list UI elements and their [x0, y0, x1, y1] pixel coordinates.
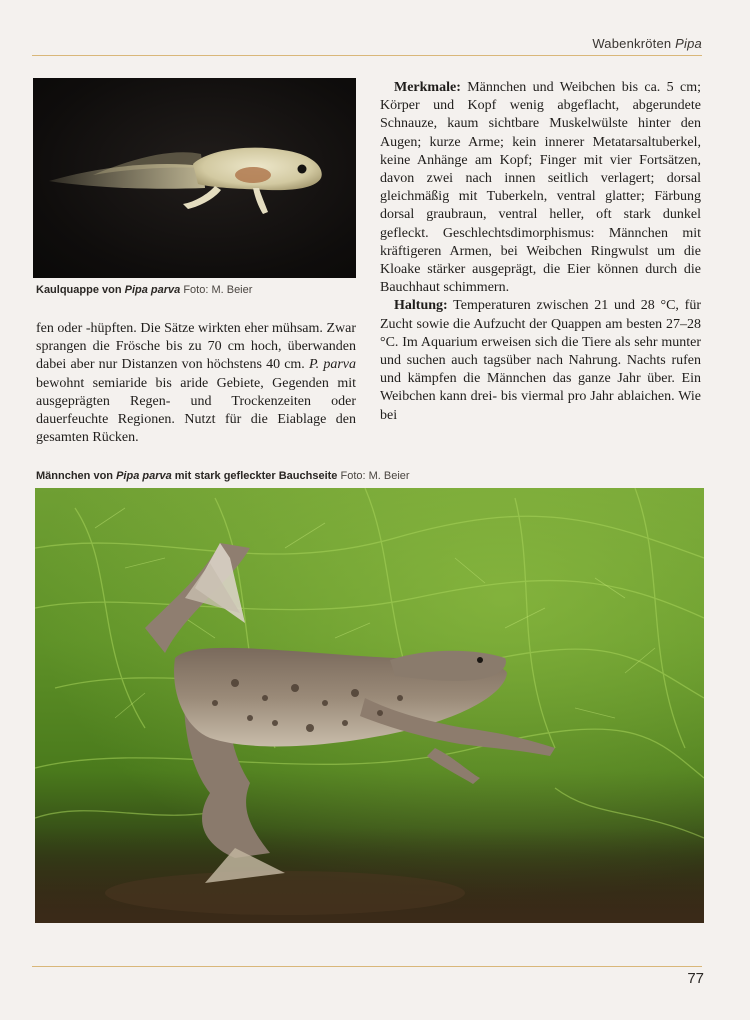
left-species: P. parva — [308, 357, 356, 373]
haltung-label: Haltung: — [394, 298, 448, 314]
tadpole-caption-credit: Foto: M. Beier — [183, 284, 253, 296]
running-head-section: Wabenkröten — [592, 36, 672, 51]
left-paragraph — [36, 320, 356, 447]
merkmale-paragraph — [380, 79, 701, 297]
frog-caption-lead: Männchen von — [36, 470, 114, 482]
frog-photo — [35, 488, 704, 923]
frog-illustration — [35, 488, 704, 923]
bottom-rule — [32, 966, 702, 967]
haltung-text: Temperaturen zwischen 21 und 28 °C, für Zucht sowie die Aufzucht der Quappen am besten 27–28 °C. Im Aquarium erweisen sich die Tiere als sehr munter und suchen auch tagsüber nach Nahrung. Nachts rufen und kämpfen die Männchen das ganze Jahr über. Ein Weibchen kann drei- bis viermal pro Jahr ablaichen. Wie bei — [380, 298, 701, 423]
right-column — [380, 79, 701, 425]
frog-caption — [36, 470, 410, 482]
running-head — [592, 36, 702, 51]
tadpole-illustration — [33, 78, 356, 278]
left-column — [36, 320, 356, 447]
tadpole-caption — [36, 284, 252, 296]
frog-caption-credit: Foto: M. Beier — [340, 470, 410, 482]
tadpole-photo — [33, 78, 356, 278]
tadpole-caption-lead: Kaulquappe von — [36, 284, 122, 296]
frog-caption-tail: mit stark gefleckter Bauchseite — [174, 470, 338, 482]
page-number: 77 — [687, 970, 704, 987]
haltung-paragraph — [380, 297, 701, 424]
left-text-a: fen oder -hüpften. Die Sätze wirkten eher mühsam. Zwar sprangen die Frösche bis zu 70 cm hoch, überwanden dabei aber nur Distanzen von höchstens 40 cm. — [36, 321, 356, 373]
top-rule — [32, 55, 702, 56]
merkmale-text: Männchen und Weibchen bis ca. 5 cm; Körper und Kopf wenig abgeflacht, abgerundete Schnauze, kaum sichtbare Muskelwülste hinter den Augen; kurze Arme; kein innerer Metatarsaltuberkel, keine Anhänge am Kopf; Finger mit vier Fortsätzen, davon zwei nach innen seitlich verlagert; dorsal gleichmäßig mit Tuberkeln, ventral glatter; Färbung dorsal graubraun, ventral heller, oft stark dunkel gefleckt. Geschlechtsdimorphismus: Männchen mit kräftigeren Armen, bei Weibchen Ringwulst um die Kloake stärker ausgeprägt, die Eier können durch die Bauchhaut schimmern. — [380, 80, 701, 296]
tadpole-caption-species: Pipa parva — [124, 284, 181, 296]
running-head-genus: Pipa — [675, 36, 702, 51]
left-text-b: bewohnt semiaride bis aride Gebiete, Gegenden mit ausgeprägten Regen- und Trockenzeiten oder dauerfeuchte Regionen. Nutzt für die Eiablage den gesamten Rücken. — [36, 375, 356, 446]
frog-caption-species: Pipa parva — [116, 470, 172, 482]
merkmale-label: Merkmale: — [394, 80, 461, 95]
